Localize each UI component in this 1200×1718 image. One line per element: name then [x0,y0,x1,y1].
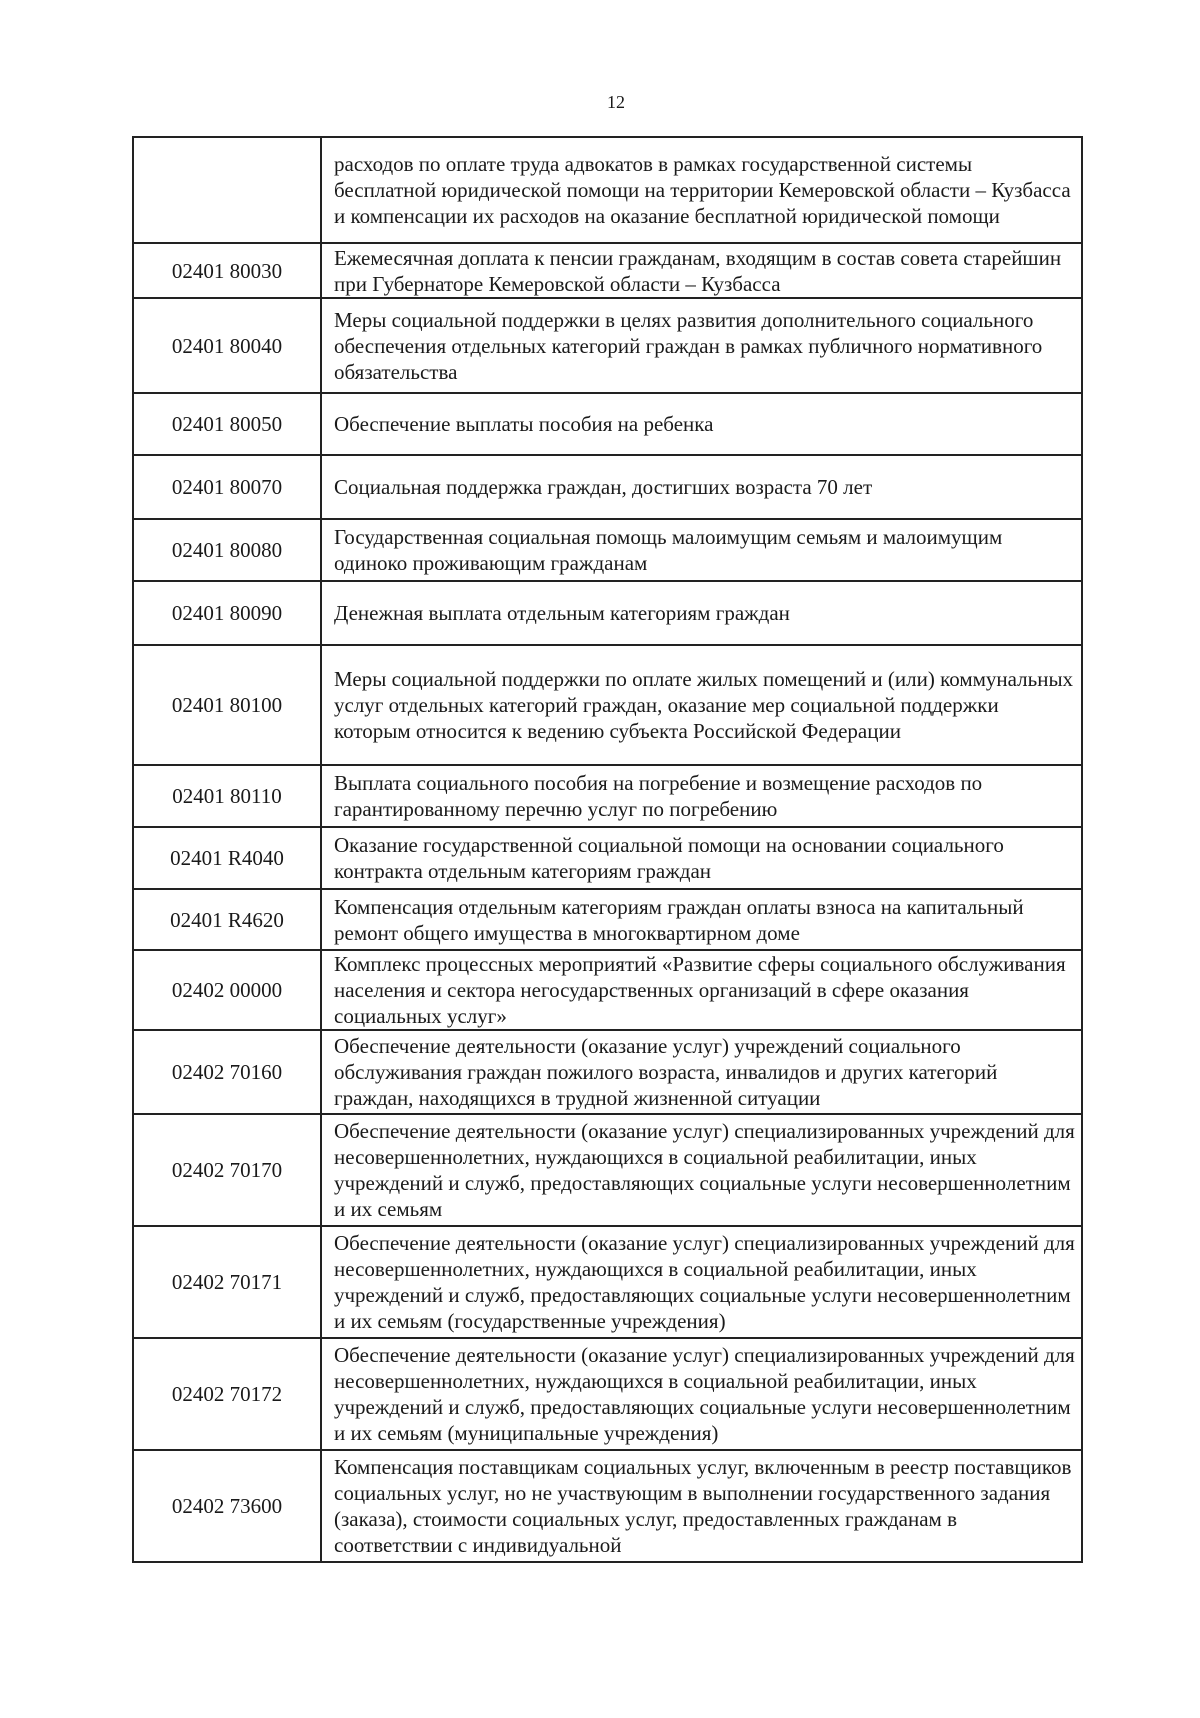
table-row [133,581,1082,645]
table-row [133,950,1082,1030]
table-row [133,889,1082,950]
row-description: расходов по оплате труда адвокатов в рамках государственной системы бесплатной юридической помощи на территории Кемеровской области – Кузбасса и компенсации их расходов на оказание бесплатной юридической помощи [321,137,1082,243]
table-row [133,393,1082,455]
table-row [133,645,1082,765]
row-description: Социальная поддержка граждан, достигших возраста 70 лет [321,455,1082,519]
row-code: 02402 00000 [133,950,321,1030]
row-code: 02401 80080 [133,519,321,581]
row-description: Оказание государственной социальной помощи на основании социального контракта отдельным категориям граждан [321,827,1082,889]
table-row [133,243,1082,298]
row-code [133,137,321,243]
row-code: 02401 R4620 [133,889,321,950]
row-description: Выплата социального пособия на погребение и возмещение расходов по гарантированному перечню услуг по погребению [321,765,1082,827]
row-description: Компенсация отдельным категориям граждан оплаты взноса на капитальный ремонт общего имущества в многоквартирном доме [321,889,1082,950]
row-description: Компенсация поставщикам социальных услуг, включенным в реестр поставщиков социальных услуг, но не участвующим в выполнении государственного задания (заказа), стоимости социальных услуг, предоставленных гражданам в соответствии с индивидуальной [321,1450,1082,1562]
row-description: Меры социальной поддержки по оплате жилых помещений и (или) коммунальных услуг отдельных категорий граждан, оказание мер социальной поддержки которым относится к ведению субъекта Российской Федерации [321,645,1082,765]
table-row [133,455,1082,519]
row-code: 02402 70171 [133,1226,321,1338]
table-row [133,1114,1082,1226]
table-row [133,519,1082,581]
row-description: Обеспечение выплаты пособия на ребенка [321,393,1082,455]
row-description: Обеспечение деятельности (оказание услуг) специализированных учреждений для несовершеннолетних, нуждающихся в социальной реабилитации, иных учреждений и служб, предоставляющих социальные услуги несовершеннолетним и их семьям (муниципальные учреждения) [321,1338,1082,1450]
row-code: 02401 80090 [133,581,321,645]
table-row [133,827,1082,889]
row-code: 02401 80040 [133,298,321,393]
row-description: Меры социальной поддержки в целях развития дополнительного социального обеспечения отдельных категорий граждан в рамках публичного нормативного обязательства [321,298,1082,393]
budget-codes-table [132,136,1083,1563]
row-code: 02401 80050 [133,393,321,455]
table-row [133,1338,1082,1450]
row-code: 02402 70170 [133,1114,321,1226]
table-row [133,1030,1082,1114]
row-description: Денежная выплата отдельным категориям граждан [321,581,1082,645]
table-row [133,765,1082,827]
table-row [133,298,1082,393]
row-description: Комплекс процессных мероприятий «Развитие сферы социального обслуживания населения и сектора негосударственных организаций в сфере оказания социальных услуг» [321,950,1082,1030]
page-number: 12 [607,92,625,112]
row-code: 02401 R4040 [133,827,321,889]
row-description: Ежемесячная доплата к пенсии гражданам, входящим в состав совета старейшин при Губернаторе Кемеровской области – Кузбасса [321,243,1082,298]
row-code: 02402 70172 [133,1338,321,1450]
table-row [133,137,1082,243]
row-code: 02402 73600 [133,1450,321,1562]
row-description: Государственная социальная помощь малоимущим семьям и малоимущим одиноко проживающим гражданам [321,519,1082,581]
table-row [133,1226,1082,1338]
row-code: 02401 80030 [133,243,321,298]
row-description: Обеспечение деятельности (оказание услуг) специализированных учреждений для несовершеннолетних, нуждающихся в социальной реабилитации, иных учреждений и служб, предоставляющих социальные услуги несовершеннолетним и их семьям [321,1114,1082,1226]
row-code: 02401 80110 [133,765,321,827]
row-description: Обеспечение деятельности (оказание услуг) специализированных учреждений для несовершеннолетних, нуждающихся в социальной реабилитации, иных учреждений и служб, предоставляющих социальные услуги несовершеннолетним и их семьям (государственные учреждения) [321,1226,1082,1338]
table-row [133,1450,1082,1562]
row-description: Обеспечение деятельности (оказание услуг) учреждений социального обслуживания граждан пожилого возраста, инвалидов и других категорий граждан, находящихся в трудной жизненной ситуации [321,1030,1082,1114]
row-code: 02402 70160 [133,1030,321,1114]
row-code: 02401 80100 [133,645,321,765]
row-code: 02401 80070 [133,455,321,519]
